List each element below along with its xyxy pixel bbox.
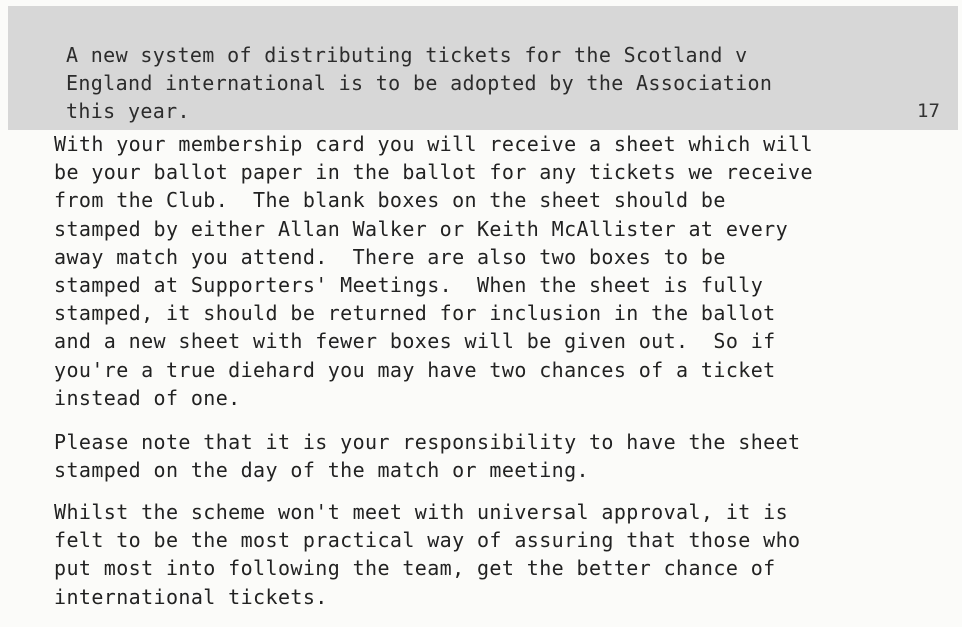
text-line: stamped at Supporters' Meetings. When the sheet is fully	[54, 273, 764, 298]
text-line: Whilst the scheme won't meet with universal approval, it is	[54, 500, 789, 524]
paragraph-membership-ballot	[54, 130, 813, 412]
text-line: put most into following the team, get the better chance of	[54, 556, 776, 581]
text-line: stamped, it should be returned for inclusion in the ballot	[54, 301, 776, 326]
text-line: Please note that it is your responsibility to have the sheet	[54, 430, 801, 454]
text-line: away match you attend. There are also two boxes to be	[54, 244, 726, 269]
page-number: 17	[917, 100, 940, 122]
header-intro	[66, 41, 772, 125]
text-line: be your ballot paper in the ballot for any tickets we receive	[54, 160, 813, 185]
text-line: international tickets.	[54, 584, 328, 609]
header-line: this year.	[66, 99, 190, 123]
text-line: stamped on the day of the match or meeting.	[54, 458, 589, 483]
paragraph-scheme-rationale	[54, 498, 800, 611]
text-line: from the Club. The blank boxes on the sheet should be	[54, 188, 726, 213]
text-line: stamped by either Allan Walker or Keith McAllister at every	[54, 216, 789, 241]
text-line: instead of one.	[54, 385, 241, 410]
header-line: England international is to be adopted by the Association	[66, 71, 773, 95]
paragraph-responsibility-note	[54, 428, 800, 484]
text-line: felt to be the most practical way of assuring that those who	[54, 528, 801, 553]
text-line: you're a true diehard you may have two chances of a ticket	[54, 357, 776, 382]
text-line: and a new sheet with fewer boxes will be given out. So if	[54, 329, 776, 354]
text-line: With your membership card you will receive a sheet which will	[54, 132, 813, 156]
header-line: A new system of distributing tickets for the Scotland v	[66, 43, 748, 67]
